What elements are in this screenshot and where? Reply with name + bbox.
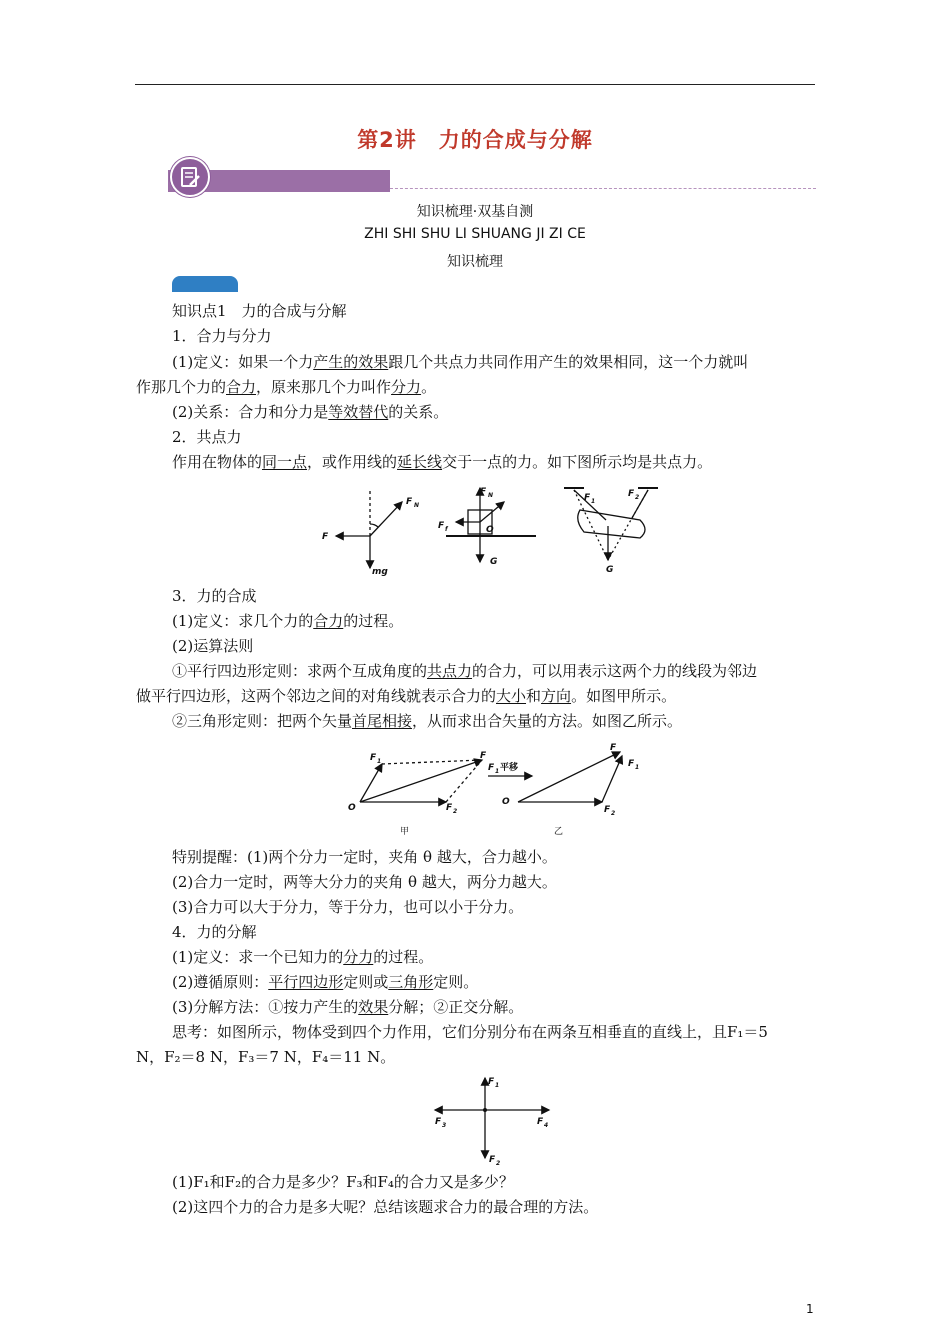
svg-text:F: F [435,1117,442,1127]
svg-text:F: F [370,753,377,763]
svg-text:1: 1 [495,768,500,775]
text-run: 的关系。 [388,403,449,421]
text-line-d3c [172,661,757,681]
svg-text:1: 1 [591,498,596,505]
text-run: (2)合力一定时，两等大分力的夹角 θ 越大，两分力越大。 [172,873,557,891]
text-run: 作那几个力的 [136,378,227,396]
text-run: ，原来那几个力叫作 [256,378,392,396]
text-run: (2)运算法则 [172,637,254,655]
text-line-d3d [136,686,676,706]
svg-text:F: F [438,521,445,531]
svg-text:G: G [490,557,498,567]
page-title: 第2讲 力的合成与分解 [357,128,593,152]
svg-text:F: F [488,763,495,773]
svg-text:1: 1 [495,1082,500,1089]
svg-text:F: F [628,759,635,769]
svg-text:F: F [406,497,413,507]
underlined-term: 平行四边形 [268,973,344,991]
svg-text:O: O [486,525,494,535]
text-line-q1 [172,1022,768,1042]
underlined-term: 分力 [343,948,374,966]
text-run: 4．力的分解 [172,923,257,941]
svg-text:F: F [480,487,487,497]
text-run: (1)F₁和F₂的合力是多少？F₃和F₄的合力又是多少？ [172,1173,514,1191]
underlined-term: 三角形 [388,973,434,991]
svg-text:1: 1 [377,758,382,765]
svg-text:F: F [584,493,591,503]
text-line-h3 [172,586,257,606]
svg-text:乙: 乙 [554,827,564,837]
text-line-h4 [172,922,257,942]
figure2-labels [348,743,639,837]
text-line-r1 [172,847,557,867]
svg-text:O: O [502,797,510,807]
text-run: 的合力，可以用表示这两个力的线段为邻边 [472,662,758,680]
underlined-term: 共点力 [427,662,473,680]
underlined-term: 延长线 [397,453,443,471]
underlined-term: 效果 [358,998,389,1016]
notebook-icon [170,157,210,197]
text-run: 的过程。 [343,612,404,630]
svg-text:F: F [446,803,453,813]
text-run: 做平行四边形，这两个邻边之间的对角线就表示合力的 [136,687,497,705]
svg-text:f: f [445,526,448,533]
text-run: ①平行四边形定则：求两个互成角度的 [172,662,428,680]
svg-text:N: N [488,492,494,499]
svg-text:F: F [537,1117,544,1127]
text-line-d2a [172,452,712,472]
section-pinyin: ZHI SHI SHU LI SHUANG JI ZI CE [364,226,586,242]
svg-text:F: F [628,489,635,499]
svg-text:1: 1 [635,764,640,771]
text-line-d3e [172,711,682,731]
text-run: 跟几个共点力共同作用产生的效果相同，这一个力就叫 [388,353,749,371]
text-line-r2 [172,872,557,892]
text-run: 。 [421,378,437,396]
text-run: (1)定义：如果一个力 [172,353,314,371]
underlined-term: 合力 [226,378,257,396]
text-run: 1．合力与分力 [172,327,272,345]
underlined-term: 等效替代 [328,403,389,421]
section-heading: 知识梳理·双基自测 [416,204,534,220]
underlined-term: 同一点 [262,453,308,471]
text-run: 分解；②正交分解。 [388,998,524,1016]
underlined-term: 方向 [541,687,572,705]
text-line-q2 [136,1047,395,1067]
svg-text:F: F [610,743,617,753]
text-line-d3a [172,611,403,631]
underlined-term: 大小 [496,687,527,705]
svg-text:4: 4 [544,1122,549,1129]
text-run: (1)定义：求一个已知力的 [172,948,344,966]
text-run: (3)分解方法：①按力产生的 [172,998,359,1016]
text-run: ，或作用线的 [307,453,398,471]
text-line-q3 [172,1172,514,1192]
page-number: 1 [806,1302,814,1316]
text-run: 2．共点力 [172,428,242,446]
text-run: 3．力的合成 [172,587,257,605]
text-line-d4a [172,947,433,967]
text-run: 和 [526,687,542,705]
text-line-d4c [172,997,523,1017]
text-line-d4b [172,972,478,992]
text-run: (2)遵循原则： [172,973,269,991]
text-run: 。如图甲所示。 [571,687,677,705]
text-line-kp1 [172,301,347,321]
text-line-h1 [172,326,272,346]
svg-text:2: 2 [453,808,458,815]
svg-text:2: 2 [496,1160,501,1167]
svg-text:F: F [488,1077,495,1087]
text-line-h2 [172,427,242,447]
text-run: (2)关系：合力和分力是 [172,403,329,421]
underlined-term: 合力 [313,612,344,630]
svg-text:2: 2 [635,494,640,501]
section-subheading: 知识梳理 [447,254,503,270]
text-run: ②三角形定则：把两个矢量 [172,712,353,730]
underlined-term: 产生的效果 [313,353,389,371]
svg-text:平移: 平移 [500,763,519,773]
top-rule [135,84,815,85]
svg-text:F: F [489,1155,496,1165]
text-line-d1b [136,377,436,397]
svg-text:甲: 甲 [400,827,410,837]
four-forces-figure [425,1070,555,1170]
text-run: 定则或 [343,973,389,991]
svg-text:mg: mg [372,567,388,577]
vector-rule-figure [340,740,650,840]
svg-text:G: G [606,565,614,575]
section-tab [172,276,238,292]
text-run: (1)定义：求几个力的 [172,612,314,630]
text-line-d1c [172,402,448,422]
text-run: 的过程。 [373,948,434,966]
svg-text:F: F [322,532,329,542]
text-line-d3b [172,636,253,656]
svg-text:F: F [604,805,611,815]
svg-text:2: 2 [611,810,616,817]
underlined-term: 分力 [391,378,422,396]
svg-text:F: F [480,751,487,761]
figure3-labels [435,1077,548,1167]
text-run: 交于一点的力。如下图所示均是共点力。 [442,453,713,471]
svg-text:N: N [414,502,420,509]
text-run: N，F₂＝8 N，F₃＝7 N，F₄＝11 N。 [136,1048,396,1066]
text-run: 特别提醒：(1)两个分力一定时，夹角 θ 越大，合力越小。 [172,848,557,866]
text-run: 思考：如图所示，物体受到四个力作用，它们分别分布在两条互相垂直的直线上，且F₁＝5 [172,1023,768,1041]
text-run: (3)合力可以大于分力，等于分力，也可以小于分力。 [172,898,524,916]
text-run: (2)这四个力的合力是多大呢？总结该题求合力的最合理的方法。 [172,1198,599,1216]
text-line-d1a [172,352,748,372]
text-run: 定则。 [433,973,479,991]
text-run: ，从而求出合矢量的方法。如图乙所示。 [412,712,683,730]
text-run: 知识点1 力的合成与分解 [172,302,347,320]
svg-text:3: 3 [442,1122,447,1129]
text-run: 作用在物体的 [172,453,263,471]
underlined-term: 首尾相接 [352,712,413,730]
text-line-q4 [172,1197,598,1217]
concurrent-force-figure [318,480,668,580]
section-divider [390,188,816,189]
text-line-r3 [172,897,523,917]
svg-text:O: O [348,803,356,813]
